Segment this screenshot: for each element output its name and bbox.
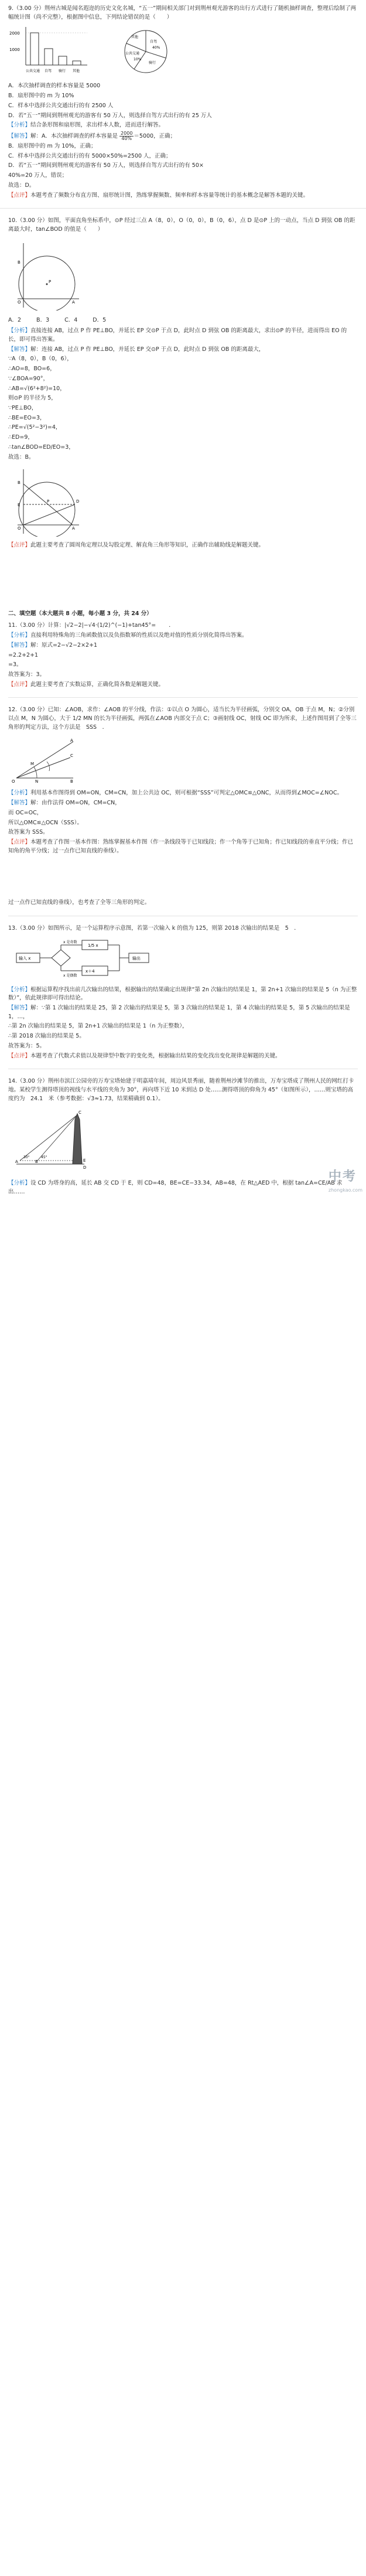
q10-solution-line: ∴PE=√(5²−3²)=4， — [8, 424, 61, 431]
q12-comment-text: 本题考查了作图一基本作图：熟练掌握基本作图（作一条线段等于已知线段；作一个角等于已知角；作已知线段的垂直平分线；作已知角的角平分线；过一点作已知直线的垂线）。 — [8, 838, 354, 854]
q14-angle-45: 45° — [41, 1155, 47, 1160]
q9-comment-tag: 【点评】 — [8, 192, 31, 199]
q10-solution-line: ∵∠BOA=90°， — [8, 375, 49, 382]
svg-text:B: B — [70, 779, 73, 784]
q13-op2: x＋4 — [85, 968, 95, 974]
question-10 — [0, 217, 366, 550]
q9-comment-text: 本题考查了频数分布直方图、扇形统计图，熟练掌握频数、频率和样本容量等统计的基本概念是解答本题的关键。 — [30, 192, 309, 199]
q9-solution-a-text: 解：A．本次抽样调查的样本容量是 — [30, 133, 118, 140]
q14-label-d: D — [83, 1165, 87, 1171]
q10-comment-text: 此题主要考查了圆周角定理以及勾股定理、解直角三角形等知识，正确作出辅助线是解题关键。 — [30, 542, 265, 548]
q13-branch-odd: x 是奇数 — [63, 940, 77, 944]
q12-solution-text: 解：由作法得 OM=ON，CM=CN， — [30, 800, 121, 807]
q12-tail: 过一点作已知直线的垂线），也考查了全等三角形的判定。 — [8, 899, 150, 906]
svg-text:B: B — [18, 480, 20, 486]
svg-text:A: A — [70, 738, 73, 743]
q11-solution-line: =3。 — [8, 661, 22, 668]
q9-stem: 9.（3.00 分）荆州古城是闻名遐迩的历史文化名城，“五一”期间相关部门对到荆州观光游客的出行方式进行了随机抽样调查，整理后绘制了两幅统计图（尚不完整），根据图中信息，下列结论错误的是（ ） — [8, 5, 357, 21]
part-2-title: 二、填空题（本大题共 8 小题，每小题 3 分，共 24 分） — [8, 610, 152, 617]
q12-angle-figure — [12, 737, 76, 784]
q11-analysis-tag: 【分析】 — [8, 632, 31, 639]
q9-solution-a-fraction — [119, 131, 134, 141]
q11-solution-text: 解：原式=2−√2−2×2+1 — [30, 642, 98, 649]
q9-solution-line: 40%=20 万人，错误； — [8, 172, 68, 179]
q9-frac-num: 2000 — [121, 131, 133, 137]
q10-solution-line: 则⊙P 的半径为 5， — [8, 395, 57, 402]
q13-branch-even: x 是偶数 — [63, 973, 77, 978]
q12-solution-line: 故答案为 SSS。 — [8, 829, 49, 836]
q9-bar-cat-0: 公共交通 — [26, 69, 40, 74]
svg-text:O: O — [12, 779, 15, 784]
svg-text:P: P — [49, 279, 52, 284]
q9-pie-chart — [114, 24, 178, 80]
q13-analysis — [8, 986, 358, 1003]
svg-text:D: D — [76, 499, 80, 504]
q13-solution-text: 解：∵第 1 次输出的结果是 25，第 2 次输出的结果是 5，第 3 次输出的结果是 1，第 4 次输出的结果是 5，第 5 次输出的结果是 1，…， — [8, 1004, 350, 1020]
q10-solution-figure — [12, 466, 82, 537]
q9-bar-cat-1: 自驾 — [45, 69, 52, 74]
q12-analysis — [8, 789, 358, 798]
q10-solution-line: ∵PE⊥BO， — [8, 404, 37, 411]
q9-solution-tag: 【解答】 — [8, 133, 31, 140]
q10-comment-tag: 【点评】 — [8, 542, 31, 548]
q10-option-a: A．2 — [8, 316, 22, 323]
svg-text:O: O — [18, 299, 21, 305]
q12-solution-line: 而 OC=OC， — [8, 809, 43, 816]
q13-input-label: 输入 x — [19, 956, 31, 961]
svg-text:A: A — [72, 299, 75, 305]
q9-pie-pct1: 40% — [152, 46, 160, 50]
q14-analysis — [8, 1179, 358, 1196]
q10-solution-line: ∴tan∠BOD=ED/EO=3， — [8, 443, 74, 451]
q12-solution-line: 所以△OMC≌△OCN（SSS）。 — [8, 819, 83, 826]
q9-bar-cat-2: 骑行 — [59, 69, 66, 74]
q9-analysis — [8, 121, 358, 130]
q14-label-e: E — [83, 1158, 86, 1164]
q13-comment — [8, 1052, 358, 1061]
q9-solution-line: B．扇形图中的 m 为 10%，正确； — [8, 143, 97, 150]
svg-text:P: P — [47, 499, 50, 504]
q14-label-c: C — [78, 1110, 81, 1115]
q9-pie-label-3: 其他 — [131, 35, 139, 40]
q10-solution-line: ∴BE=EO=3， — [8, 414, 46, 421]
exam-solution-page — [0, 0, 366, 1198]
watermark-text: 中考 — [328, 1169, 357, 1185]
q9-bar-0 — [30, 33, 39, 65]
q11-comment-tag: 【点评】 — [8, 681, 31, 688]
q9-analysis-text: 结合条形图和扇形图，求出样本人数，进而进行解答。 — [30, 122, 165, 129]
q14-stem: 14.（3.00 分）荆州市滨江公园旁的万寿宝塔始建于明嘉靖年间，周边风景秀丽，随着荆州沙滩节的推出，万寿宝塔成了荆州人民的网红打卡地。某校学生测得塔顶的视线与水平线的夹角为 30°，再向塔下近 10 米到达 D 处……测得塔顶的仰角为 45°（如图所示），……则宝塔的高度约为 24.1 米（参考数据：√3≈1.73，结果精确到 0.1）。 — [8, 1078, 354, 1102]
q9-option-d: D．若“五一”期间到荆州观光的游客有 50 万人，则选择自驾方式出行的有 25 万人 — [8, 112, 212, 119]
q11-stem: 11.（3.00 分）计算：|√2−2|−√4·(1/2)^(−1)+tan45°= ． — [8, 622, 175, 629]
q9-bar-chart — [8, 24, 90, 80]
divider — [8, 697, 358, 698]
q9-solution-line: C．样本中选择公共交通出行的有 5000×50%=2500 人，正确； — [8, 152, 172, 159]
svg-text:E: E — [18, 503, 20, 508]
q9-figures — [8, 24, 358, 80]
divider — [0, 208, 366, 209]
q10-analysis-text: 直接连接 AB，过点 P 作 PE⊥BO，并延长 EP 交⊙P 于点 D，此时点 D 到弦 OB 的距离最大，求出⊙P 的半径，进而得出 EO 的长，即可得出答案。 — [8, 327, 347, 343]
q13-comment-text: 本题考查了代数式求值以及规律型中数字的变化类，根据输出结果的变化找出变化规律是解题的关键。 — [30, 1052, 281, 1059]
q9-analysis-tag: 【分析】 — [8, 122, 31, 129]
watermark-logo — [329, 1167, 362, 1194]
q9-bar-ylabel-1: 1000 — [9, 47, 20, 53]
svg-text:C: C — [70, 753, 73, 758]
q11-analysis — [8, 632, 358, 640]
q9-solution-a — [8, 131, 358, 141]
q12-comment — [8, 838, 358, 855]
q11-solution-line — [8, 642, 358, 650]
q14-label-b: B — [35, 1159, 38, 1165]
q9-solution-line: D．若“五一”期间到荆州观光的游客有 50 万人，则选择自驾方式出行的有 50× — [8, 162, 204, 169]
q10-stem: 10.（3.00 分）如图，平面直角坐标系中，⊙P 经过三点 A（8，0），O（0，0），B（0，6），点 D 是⊙P 上的一动点，当点 D 到弦 OB 的距离最大时，tan∠BOD 的值是（ ） — [8, 217, 355, 233]
q10-solution-line: ∴AO=8，BO=6， — [8, 366, 56, 373]
q10-options — [8, 316, 358, 325]
q10-solution-line: ∵A（8，0），B（0，6）， — [8, 356, 73, 363]
q13-solution-line: ∴第 2018 次输出的结果是 5。 — [8, 1033, 85, 1040]
q14-analysis-tag: 【分析】 — [8, 1180, 31, 1187]
watermark-sub: zhongkao.com — [328, 1188, 362, 1193]
q12-analysis-tag: 【分析】 — [8, 790, 31, 797]
q10-solution-text: 解：连接 AB，过点 P 作 PE⊥BO，并延长 EP 交⊙P 于点 D，此时点 D 到弦 OB 的距离最大， — [30, 346, 265, 353]
question-9 — [0, 0, 366, 200]
q14-label-a: A — [15, 1159, 18, 1165]
q13-op1: 1/5 x — [88, 943, 98, 948]
q9-option-a: A．本次抽样调查的样本容量是 5000 — [8, 83, 101, 90]
q9-pie-label-1: 自驾 — [150, 40, 158, 45]
q9-bar-3 — [73, 61, 81, 65]
q10-solution-line: ∴ED=9， — [8, 434, 33, 441]
q12-solution-line — [8, 799, 358, 808]
part-2-fill-in — [0, 610, 366, 1197]
q9-bar-2 — [59, 56, 67, 65]
q9-option-c: C．样本中选择公共交通出行的有 2500 人 — [8, 102, 114, 109]
q10-option-d: D．5 — [93, 316, 107, 323]
q9-solution-line: 故选：D。 — [8, 182, 35, 189]
q10-option-c: C．4 — [64, 316, 78, 323]
q11-solution-line: 故答案为：3。 — [8, 671, 46, 678]
svg-text:B: B — [18, 260, 20, 265]
q13-comment-tag: 【点评】 — [8, 1052, 31, 1059]
q9-bar-ylabel-0: 2000 — [9, 31, 20, 36]
q9-option-b: B．扇形图中的 m 为 10% — [8, 93, 74, 100]
spacer — [8, 857, 358, 898]
q9-pie-pct2: 10% — [134, 57, 142, 62]
q13-analysis-tag: 【分析】 — [8, 986, 31, 993]
q12-stem: 12.（3.00 分）已知：∠AOB，求作：∠AOB 的平分线，作法：①以点 O 为圆心，适当长为半径画弧，分别交 OA，OB 于点 M，N；②分别以点 M，N 为圆心，大于 1/2 MN 的长为半径画弧，两弧在∠AOB 内部交于点 C；③画射线 OC，射线 OC 即为所求，上述作图用到了全等三角形的判定方法，这个方法是 SSS ． — [8, 707, 357, 731]
q11-solution-tag: 【解答】 — [8, 642, 31, 649]
q10-analysis-tag: 【分析】 — [8, 327, 31, 335]
q10-solution-line: 故选：B。 — [8, 453, 35, 460]
q9-frac-den: 40% — [121, 136, 132, 142]
q13-solution-tag: 【解答】 — [8, 1004, 31, 1011]
q14-angle-30: 30° — [23, 1155, 30, 1160]
q9-comment — [8, 192, 358, 200]
q13-flowchart — [14, 938, 155, 979]
q10-circle-figure — [12, 240, 82, 311]
q13-stem: 13.（3.00 分）如图所示，是一个运算程序示意图，若第一次输入 k 的值为 125，则第 2018 次输出的结果是 5 ． — [8, 925, 300, 932]
q12-comment-tag: 【点评】 — [8, 838, 31, 845]
q11-comment-text: 此题主要考查了实数运算，正确化简各数是解题关键。 — [30, 681, 165, 688]
q10-solution-tag: 【解答】 — [8, 346, 31, 353]
svg-text:A: A — [72, 526, 75, 531]
q14-analysis-text: 设 CD 为塔身的高，延长 AB 交 CD 于 E，则 CD=48，BE=CE−33.34，AB=48，在 Rt△AED 中，根据 tan∠A=CE/AB 求出…… — [8, 1180, 343, 1195]
q10-comment — [8, 541, 358, 550]
q11-comment — [8, 681, 358, 690]
q11-solution-line: =2.2+2+1 — [8, 651, 39, 658]
svg-text:M: M — [30, 761, 35, 766]
q10-solution-line — [8, 346, 358, 354]
q9-solution-a-tail: ＝5000，正确； — [134, 133, 176, 140]
q10-solution-line: ∴AB=√(6²+8²)=10， — [8, 385, 66, 392]
q10-option-b: B．3 — [36, 316, 50, 323]
q12-solution-tag: 【解答】 — [8, 800, 31, 807]
q13-analysis-text: 根据运算程序找出前几次输出的结果，根据输出的结果确定出规律“第 2n 次输出的结果是 1，第 2n+1 次输出的结果是 5（n 为正整数）”，依此规律即可得出结论。 — [8, 986, 357, 1002]
q13-solution-line: ∴第 2n 次输出的结果是 5，第 2n+1 次输出的结果是 1（n 为正整数）， — [8, 1023, 188, 1030]
q9-pie-label-2: 骑行 — [149, 61, 156, 66]
q13-output: 输出 — [132, 956, 141, 961]
q12-analysis-text: 利用基本作图得到 OM=ON，CM=CN，加上公共边 OC，则可根据“SSS”可判定△OMC≌△ONC，从而得到∠MOC=∠NOC。 — [30, 790, 343, 797]
q11-analysis-text: 直接利用特殊角的三角函数值以及负指数幂的性质以及绝对值的性质分别化简得出答案。 — [30, 632, 248, 639]
q10-analysis — [8, 327, 358, 344]
q9-bar-1 — [45, 49, 53, 65]
svg-text:N: N — [35, 779, 39, 784]
q13-solution-line — [8, 1004, 358, 1021]
q14-tower-figure — [14, 1108, 102, 1172]
svg-text:O: O — [18, 526, 21, 531]
spacer — [0, 551, 366, 604]
q9-bar-cat-3: 其他 — [73, 69, 80, 74]
q9-pie-label-0: 公共交通 — [125, 52, 140, 56]
q13-solution-line: 故答案为：5。 — [8, 1042, 46, 1049]
